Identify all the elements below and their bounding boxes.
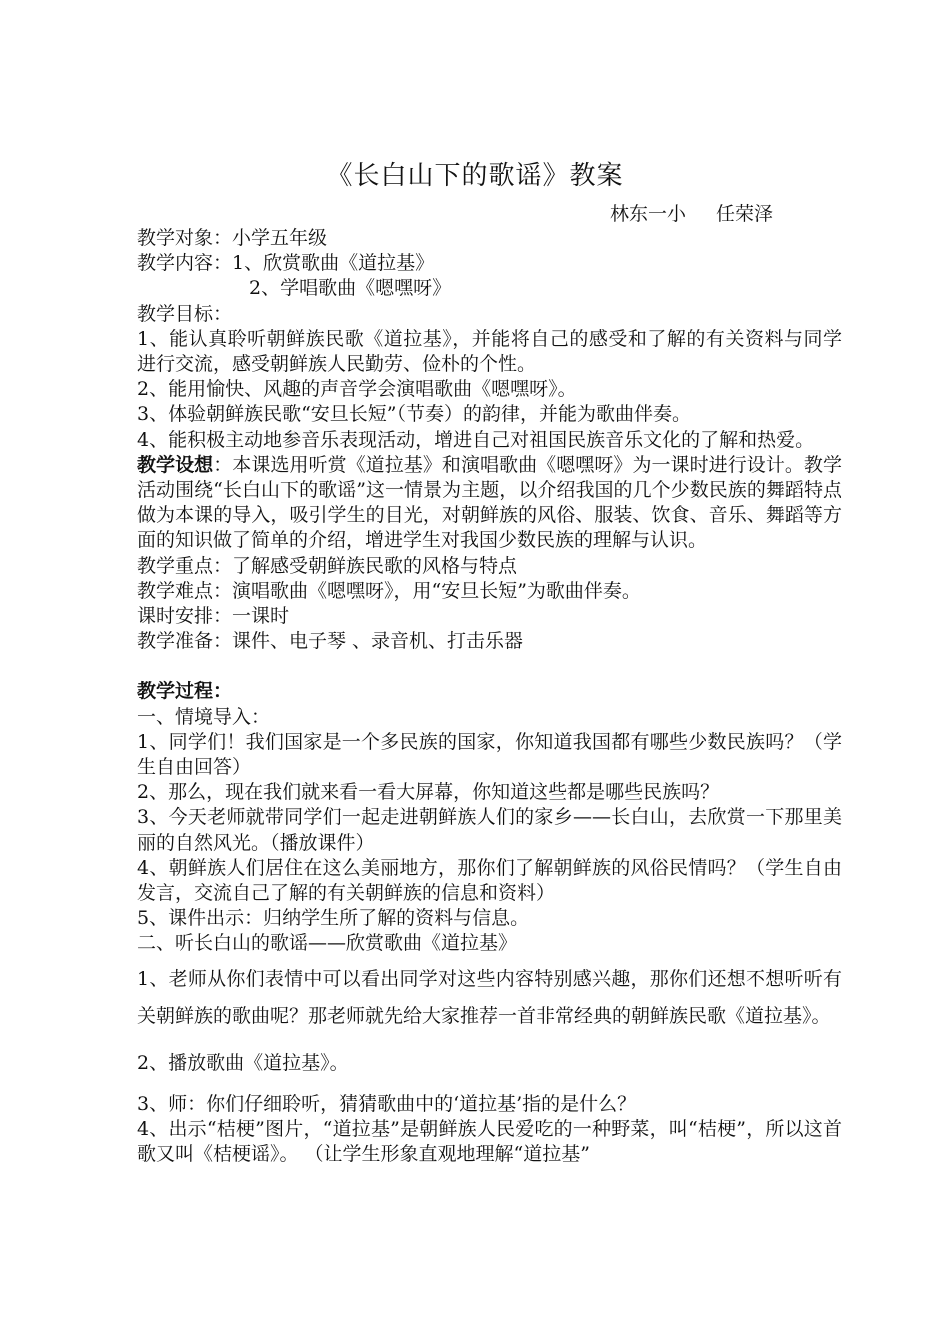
part1-item: 4、朝鲜族人们居住在这么美丽地方，那你们了解朝鲜族的风俗民情吗？（学生自由发言，交流自己了解的有关朝鲜族的信息和资料） [137,856,842,905]
goals-heading: 教学目标： [137,302,233,325]
part1-item: 5、课件出示：归纳学生所了解的资料与信息。 [137,907,530,930]
part1-item: 1、同学们！我们国家是一个多民族的国家，你知道我国都有哪些少数民族吗？（学生自由回答） [137,730,842,779]
part2-item: 4、出示“桔梗”图片，“道拉基”是朝鲜族人民爱吃的一种野菜，叫“桔梗”，所以这首歌又叫《桔梗谣》。 （让学生形象直观地理解“道拉基” [137,1117,842,1166]
goal-item: 3、体验朝鲜族民歌“安旦长短”（节奏）的韵律，并能为歌曲伴奏。 [137,403,692,426]
part2-item: 2、播放歌曲《道拉基》。 [137,1051,349,1074]
part2-item: 3、师：你们仔细聆听，猜猜歌曲中的‘道拉基’指的是什么？ [137,1092,637,1115]
part1-item: 3、今天老师就带同学们一起走进朝鲜族人们的家乡——长白山，去欣赏一下那里美丽的自然风光。（播放课件） [137,806,842,854]
design-text: ：本课选用听赏《道拉基》和演唱歌曲《嗯嘿呀》为一课时进行设计。教学活动围绕“长白山下的歌谣”这一情景为主题，以介绍我国的几个少数民族的舞蹈特点做为本课的导入，吸引学生的目光，对朝鲜族的风俗、服装、饮食、音乐、舞蹈等方面的知识做了简单的介绍，增进学生对我国少数民族的理解与认识。 [137,453,842,552]
key-point: 教学重点：了解感受朝鲜族民歌的风格与特点 [137,554,518,577]
teacher-name: 任荣泽 [716,203,774,225]
school-name: 林东一小 [610,203,687,225]
teaching-content-item-2: 2、学唱歌曲《嗯嘿呀》 [249,277,452,300]
schedule: 课时安排：一课时 [137,605,290,628]
part1-item: 2、那么，现在我们就来看一看大屏幕，你知道这些都是哪些民族吗？ [137,781,720,804]
teaching-design [137,453,842,554]
teaching-target: 教学对象：小学五年级 [137,227,328,249]
document-title: 《长白山下的歌谣》教案 [326,161,624,191]
design-label: 教学设想 [137,453,214,476]
teaching-content: 教学内容：1、欣赏歌曲《道拉基》 [137,252,435,275]
difficulty: 教学难点：演唱歌曲《嗯嘿呀》，用“安旦长短”为歌曲伴奏。 [137,579,641,602]
blank-line [137,654,842,679]
part2-item: 1、老师从你们表情中可以看出同学对这些内容特别感兴趣，那你们还想不想听听有关朝鲜族的歌曲呢？那老师就先给大家推荐一首非常经典的朝鲜族民歌《道拉基》。 [137,967,842,1027]
goal-item: 1、能认真聆听朝鲜族民歌《道拉基》，并能将自己的感受和了解的有关资料与同学进行交流，感受朝鲜族人民勤劳、俭朴的个性。 [137,327,842,376]
part1-title: 一、情境导入： [137,705,271,728]
process-heading: 教学过程： [137,680,233,703]
part2-title: 二、听长白山的歌谣——欣赏歌曲《道拉基》 [137,932,518,955]
goal-item: 4、能积极主动地参音乐表现活动，增进自己对祖国民族音乐文化的了解和热爱。 [137,428,815,451]
author-line [610,200,773,228]
document-body [137,226,842,1167]
goal-item: 2、能用愉快、风趣的声音学会演唱歌曲《嗯嘿呀》。 [137,378,577,401]
preparation: 教学准备：课件、电子琴 、录音机、打击乐器 [137,630,524,653]
